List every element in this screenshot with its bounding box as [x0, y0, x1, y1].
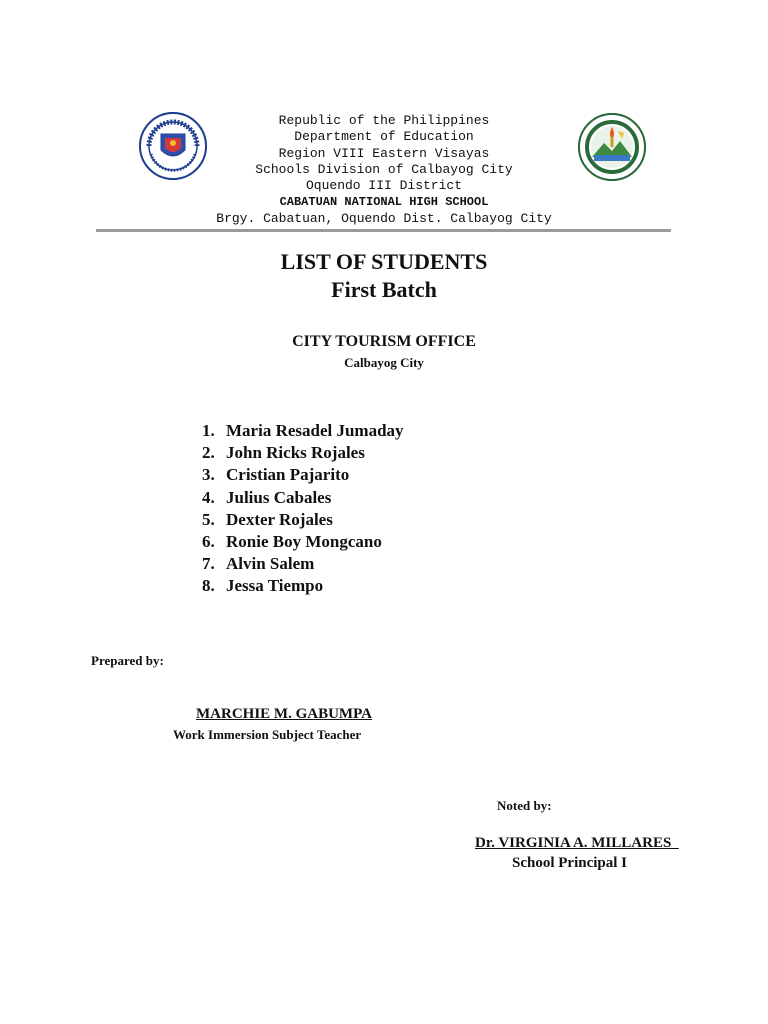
school-name: CABATUAN NATIONAL HIGH SCHOOL	[279, 195, 489, 210]
letterhead-region: Region VIII Eastern Visayas	[278, 145, 490, 161]
letterhead-department: Department of Education	[294, 129, 474, 145]
list-item	[196, 442, 404, 464]
prepared-by-label: Prepared by:	[91, 653, 164, 668]
header-divider	[96, 229, 671, 232]
list-number: 8.	[202, 576, 215, 596]
list-number: 3.	[202, 465, 215, 485]
noted-by-label: Noted by:	[497, 798, 552, 813]
list-item	[196, 487, 404, 509]
document-subtitle: First Batch	[331, 277, 437, 302]
list-number: 7.	[202, 554, 215, 574]
student-name: Ronie Boy Mongcano	[226, 531, 382, 551]
student-name: Maria Resadel Jumaday	[226, 421, 404, 440]
student-name: Jessa Tiempo	[226, 576, 324, 596]
school-address: Brgy. Cabatuan, Oquendo Dist. Calbayog City	[216, 210, 552, 226]
student-name: John Ricks Rojales	[226, 443, 365, 463]
list-item	[196, 575, 404, 597]
student-name: Julius Cabales	[226, 487, 332, 507]
principal-title: School Principal I	[512, 855, 628, 871]
letterhead	[0, 113, 768, 227]
principal-name: Dr. VIRGINIA A. MILLARES	[475, 835, 679, 851]
list-number: 2.	[202, 443, 215, 463]
letterhead-district: Oquendo III District	[305, 178, 463, 194]
student-list	[196, 420, 404, 598]
list-item	[196, 420, 404, 442]
list-number: 5.	[202, 509, 215, 529]
letterhead-division: Schools Division of Calbayog City	[255, 161, 513, 177]
letterhead-country: Republic of the Philippines	[278, 113, 490, 128]
student-name: Alvin Salem	[226, 554, 315, 574]
list-item	[196, 509, 404, 531]
preparer-title: Work Immersion Subject Teacher	[173, 727, 362, 742]
student-name: Cristian Pajarito	[226, 465, 350, 485]
list-number: 4.	[202, 487, 215, 507]
list-item	[196, 531, 404, 553]
list-number: 6.	[202, 531, 215, 551]
student-name: Dexter Rojales	[226, 509, 333, 529]
office-city: Calbayog City	[344, 355, 424, 370]
list-item	[196, 553, 404, 575]
document-title: LIST OF STUDENTS	[280, 249, 488, 274]
list-item	[196, 464, 404, 486]
list-number: 1.	[202, 421, 215, 440]
preparer-name: MARCHIE M. GABUMPA	[196, 706, 372, 722]
office-name: CITY TOURISM OFFICE	[292, 333, 476, 350]
